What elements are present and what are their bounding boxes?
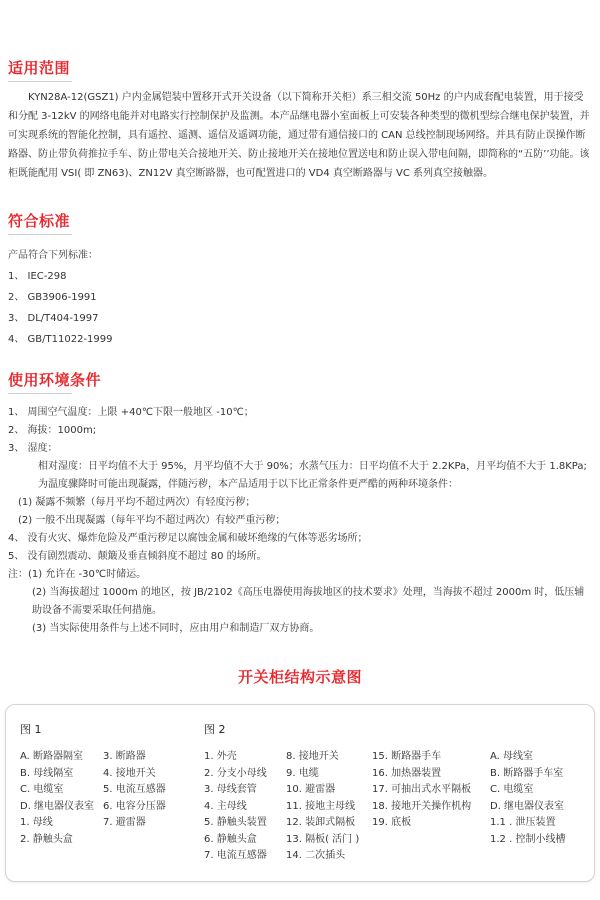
legend-item: B. 断路器手车室 [490, 767, 564, 779]
fig2-legend-col4 [490, 749, 565, 848]
standards-title-underline [8, 234, 72, 235]
fig1-legend-col1 [20, 749, 94, 848]
environment-title-underline [8, 393, 72, 394]
legend-item: 1. 母线 [20, 817, 53, 828]
legend-item: 5. 电流互感器 [103, 784, 166, 795]
env-line: 4、 没有火灾、爆炸危险及严重污秽足以腐蚀金属和破坏绝缘的气体等恶劣场所； [8, 533, 368, 544]
standard-item: 3、 DL/T404-1997 [8, 313, 99, 324]
legend-item: 19. 底板 [372, 817, 412, 828]
legend-item: A. 母线室 [490, 751, 534, 762]
fig1-legend-col2 [103, 749, 166, 832]
fig2-legend-col2 [286, 749, 359, 865]
fig1-label: 图 1 [20, 723, 42, 736]
legend-item: 9. 电缆 [286, 767, 319, 779]
env-line: 为温度骤降时可能出现凝露，伴随污秽，本产品适用于以下比正常条件更严酷的两种环境条件： [38, 479, 458, 490]
legend-item: 7. 避雷器 [103, 817, 146, 828]
legend-item: 14. 二次插头 [286, 850, 346, 861]
legend-item: 11. 接地主母线 [286, 800, 356, 812]
legend-item: C. 电缆室 [20, 784, 64, 795]
legend-item: 5. 静触头装置 [204, 817, 267, 828]
standard-item: 4、 GB/T11022-1999 [8, 334, 113, 345]
env-line: (2) 一般不出现凝露（每年平均不超过两次）有较严重污秽； [18, 515, 286, 526]
diagram-title [0, 667, 600, 687]
environment-title-text: 使用环境条件 [8, 371, 102, 389]
standards-intro: 产品符合下列标准： [8, 250, 98, 261]
legend-item: 2. 分支小母线 [204, 767, 267, 779]
legend-item: 4. 接地开关 [103, 767, 156, 779]
legend-item: 7. 电流互感器 [204, 850, 267, 861]
legend-item: 6. 静触头盒 [204, 833, 257, 845]
diagram-title-text: 开关柜结构示意图 [237, 668, 362, 686]
fig2-label: 图 2 [204, 723, 226, 736]
legend-item: 1.1 . 泄压装置 [490, 817, 556, 828]
legend-item: 3. 母线套管 [204, 784, 257, 795]
scope-title [8, 58, 72, 82]
scope-paragraph: KYN28A-12(GSZ1) 户内金属铠装中置移开式开关设备（以下简称开关柜）系三相交流 50Hz 的户内成套配电装置，用于接受和分配 3-12kV 的网络电能并对电路实行控制保护及监测。本产品继电器小室面板上可安装各种类型的微机型综合继电保护装置，并可实现系统的智能化控制，具有遥控、遥测、遥信及遥调功能，通过带有通信接口的 CAN 总线控制现场网络。并具有防止误操作断路器、防止带负荷推拉手车、防止带电关合接地开关、防止接地开关在接地位置送电和防止误入带电间隔，即简称的“五防’’功能。该柜既能配用 VSI( 即 ZN63)、ZN12V 真空断路器，也可配置进口的 VD4 真空断路器与 VC 系列真空接触器。 [8, 92, 590, 179]
legend-item: 2. 静触头盒 [20, 833, 73, 845]
env-line: 相对湿度：日平均值不大于 95%，月平均值不大于 90%；水蒸气压力：日平均值不大于 2.2KPa，月平均值不大于 1.8KPa; [38, 461, 587, 472]
standards-list [8, 245, 592, 350]
legend-item: 8. 接地开关 [286, 751, 339, 762]
environment-title [8, 370, 101, 394]
env-line: 3、 湿度： [8, 443, 58, 454]
env-line: 5、 没有剧烈震动、颠簸及垂直倾斜度不超过 80 的场所。 [8, 551, 267, 562]
env-note: (2) 当海拔超过 1000m 的地区，按 JB/2102《高压电器使用海拔地区的技术要求》处理，当海拔不超过 2000m 时，低压辅助设备不需要采取任何措施。 [32, 587, 585, 616]
legend-item: C. 电缆室 [490, 784, 534, 795]
legend-item: 16. 加热器装置 [372, 767, 442, 779]
env-line: 2、 海拔：1000m; [8, 425, 97, 436]
standards-title [8, 211, 72, 235]
legend-item: 1. 外壳 [204, 751, 237, 762]
legend-item: A. 断路器隔室 [20, 751, 84, 762]
env-note: 注：(1) 允许在 -30℃时储运。 [8, 569, 147, 580]
env-line: 1、 周围空气温度：上限 +40℃下限一般地区 -10℃； [8, 407, 254, 418]
scope-title-text: 适用范围 [8, 59, 71, 77]
legend-item: 18. 接地开关操作机构 [372, 800, 472, 812]
legend-item: 12. 装卸式隔板 [286, 817, 356, 828]
environment-list [8, 404, 592, 638]
fig2-legend-col1 [204, 749, 267, 865]
env-line: (1) 凝露不频繁（每月平均不超过两次）有轻度污秽； [18, 497, 256, 508]
legend-item: 3. 断路器 [103, 751, 146, 762]
scope-title-underline [8, 81, 72, 82]
legend-item: 13. 隔板( 活门 ) [286, 833, 360, 845]
diagram-legend-box [5, 704, 595, 882]
legend-item: 17. 可抽出式水平隔板 [372, 784, 472, 795]
legend-item: 1.2 . 控制小线槽 [490, 833, 566, 845]
env-note: (3) 当实际使用条件与上述不同时，应由用户和制造厂双方协商。 [32, 623, 320, 634]
standards-title-text: 符合标准 [8, 212, 71, 230]
standard-item: 2、 GB3906-1991 [8, 292, 97, 303]
legend-item: 6. 电容分压器 [103, 800, 166, 812]
legend-item: D. 继电器仪表室 [490, 800, 565, 812]
legend-item: 15. 断路器手车 [372, 751, 442, 762]
legend-item: 10. 避雷器 [286, 784, 336, 795]
legend-item: B. 母线隔室 [20, 767, 74, 779]
legend-item: D. 继电器仪表室 [20, 800, 95, 812]
legend-item: 4. 主母线 [204, 800, 247, 812]
standard-item: 1、 IEC-298 [8, 271, 67, 282]
fig2-legend-col3 [372, 749, 471, 832]
